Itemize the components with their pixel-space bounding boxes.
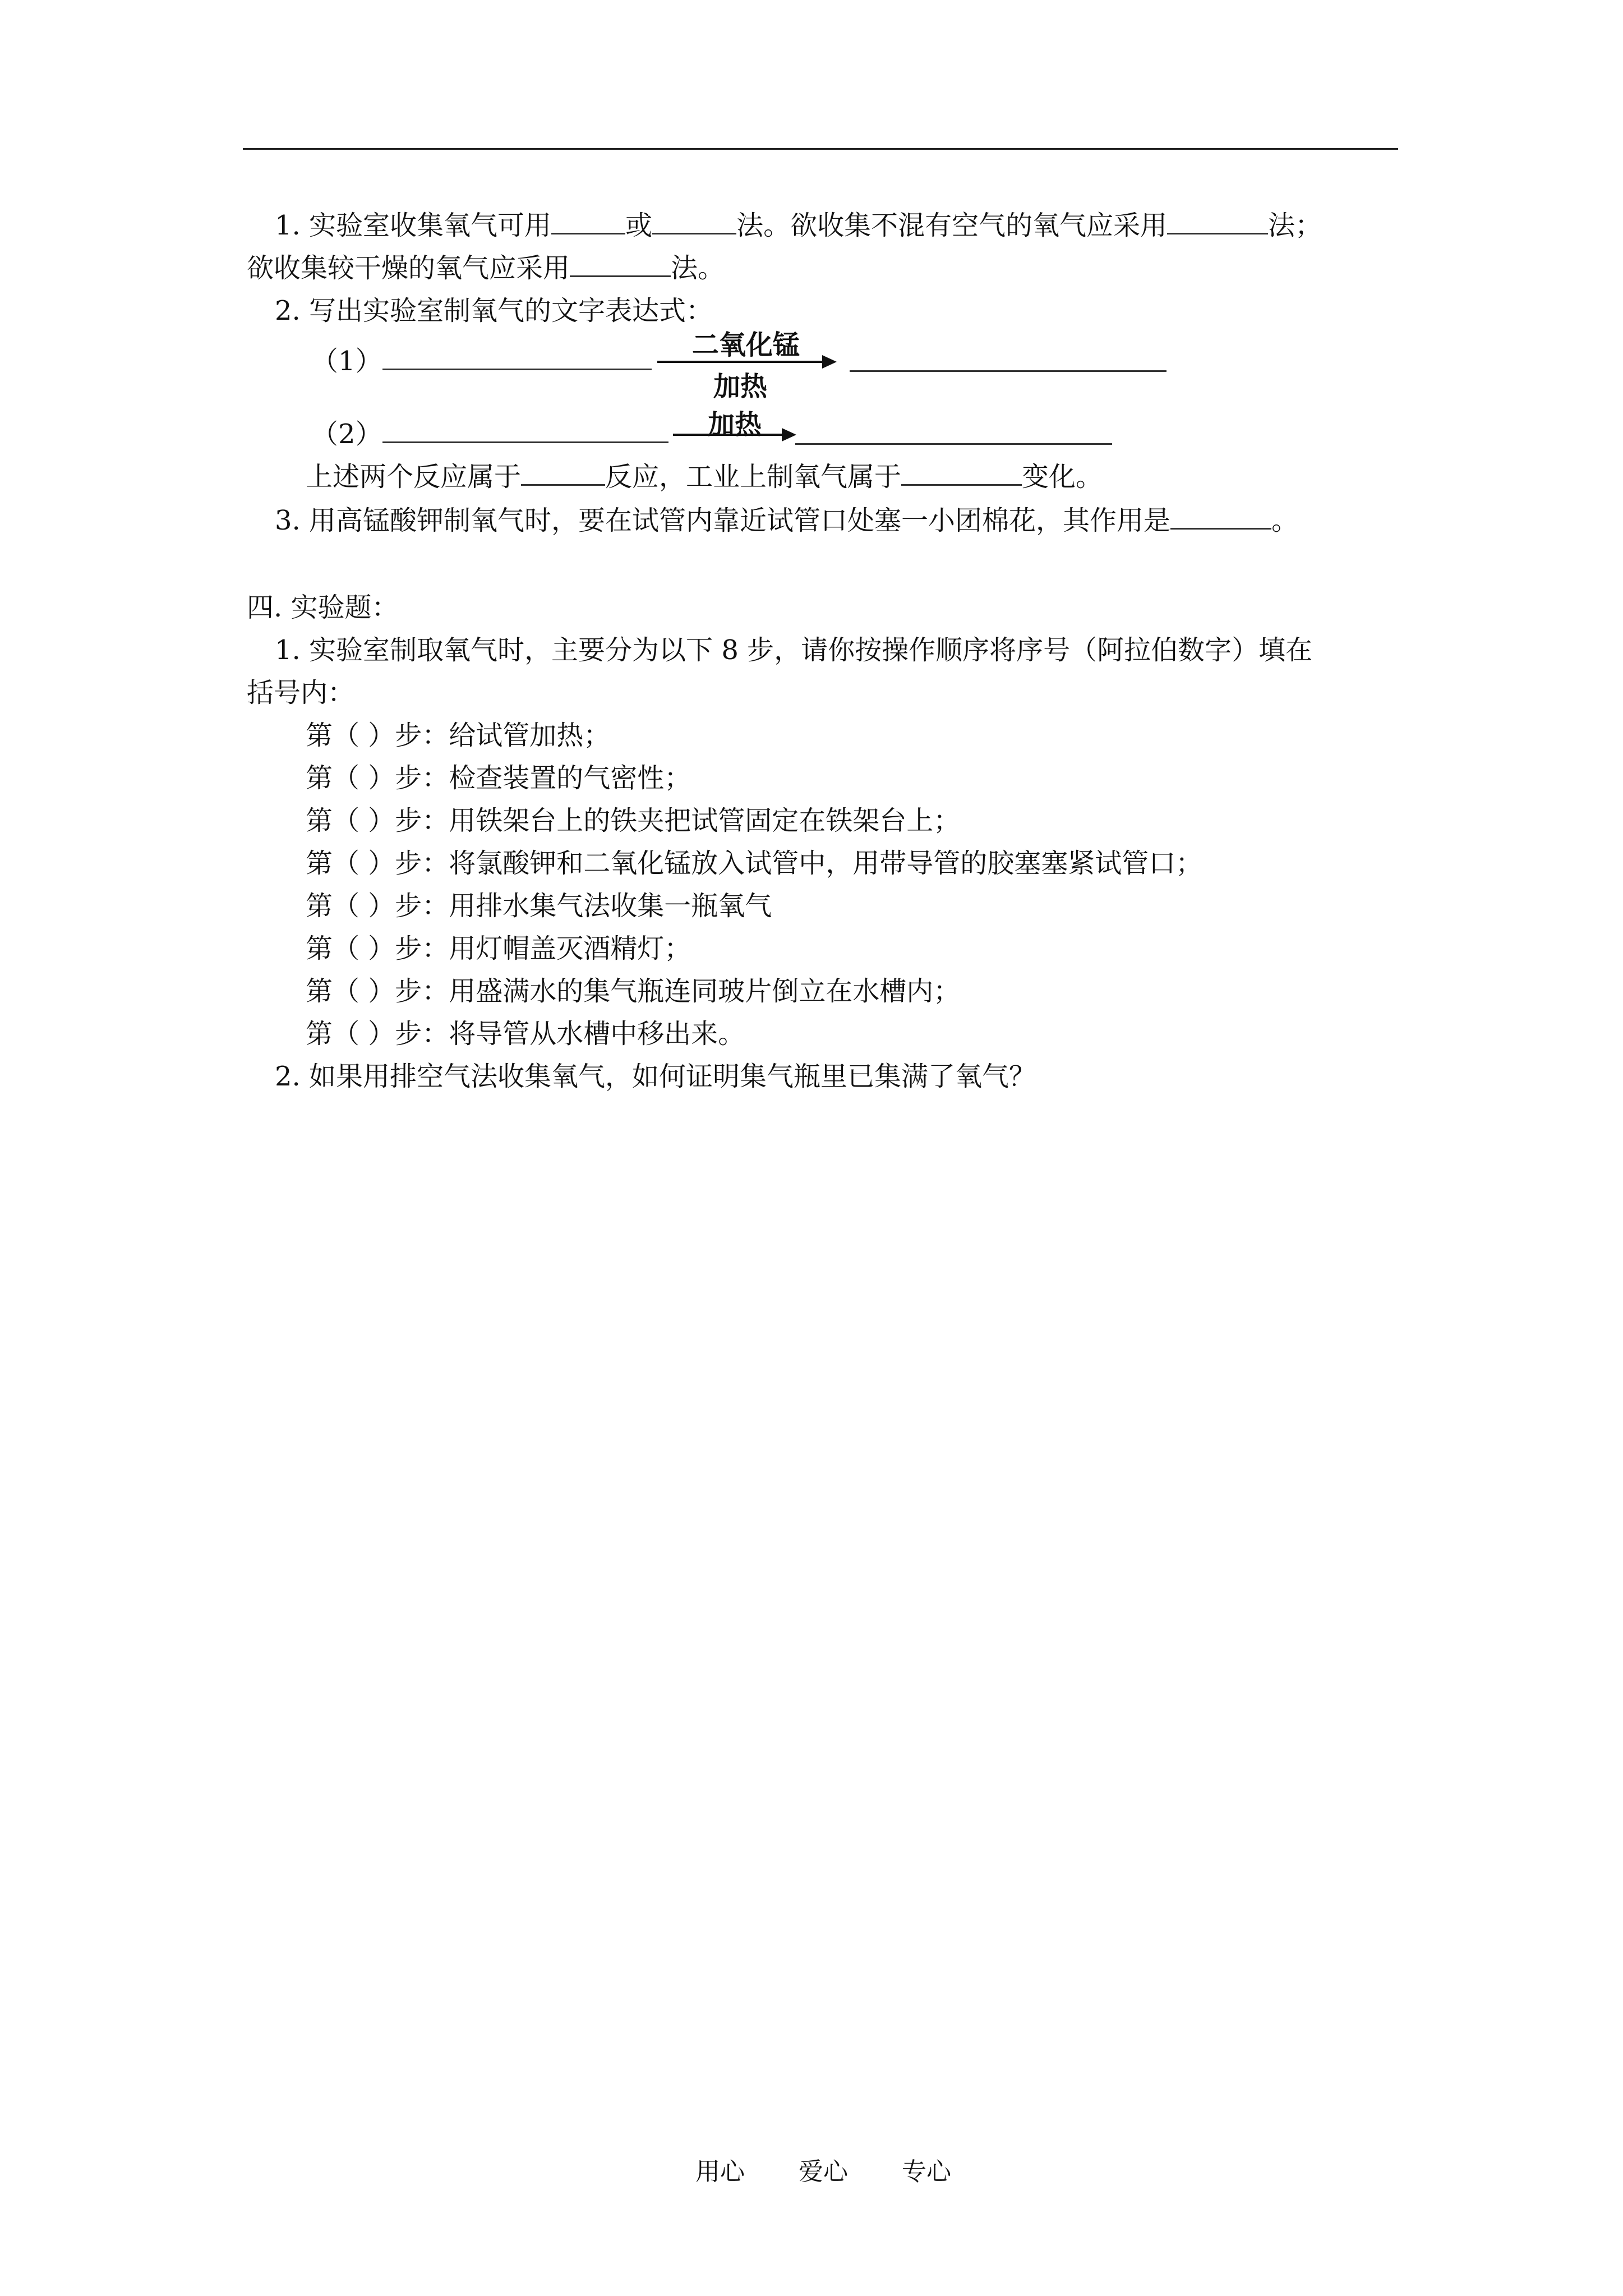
q1-text-b: 或 (625, 210, 653, 241)
step-prefix[interactable]: 第（ ）步： (306, 848, 449, 879)
q2-summary (306, 460, 1103, 494)
q2-item1-arrow-line (657, 361, 826, 363)
q3-blank[interactable] (1170, 505, 1271, 530)
step-prefix[interactable]: 第（ ）步： (306, 762, 449, 794)
q3-line (275, 504, 1298, 537)
footer-item: 专心 (902, 2157, 951, 2186)
step-row (306, 846, 1202, 880)
q2-item1-label: （1） (311, 346, 382, 377)
q2-item2-reactant-blank[interactable] (382, 419, 668, 443)
q1-text-f: 法。 (671, 252, 725, 284)
header-rule (243, 148, 1398, 150)
q2-item2-label: （2） (311, 418, 382, 450)
q2-summary-b: 反应，工业上制氧气属于 (605, 461, 902, 493)
q1-blank-1[interactable] (551, 210, 625, 234)
footer-item: 爱心 (799, 2157, 848, 2186)
q2-item2-product-blank[interactable] (795, 421, 1112, 445)
q2-item2-condition-top: 加热 (707, 409, 762, 440)
step-text: 将氯酸钾和二氧化锰放入试管中，用带导管的胶塞塞紧试管口； (449, 848, 1203, 879)
q1-text-a: 1. 实验室收集氧气可用 (275, 210, 552, 241)
q1-line-1 (275, 209, 1322, 242)
q2-item2 (311, 417, 668, 451)
step-row (306, 761, 691, 795)
step-prefix[interactable]: 第（ ）步： (306, 933, 449, 964)
q1-text-e: 欲收集较干燥的氧气应采用 (247, 252, 570, 284)
q1-blank-2[interactable] (652, 210, 736, 234)
step-text: 用灯帽盖灭酒精灯； (449, 933, 691, 964)
q2-summary-c: 变化。 (1022, 461, 1103, 493)
step-text: 用盛满水的集气瓶连同玻片倒立在水槽内； (449, 976, 961, 1007)
step-row (306, 1017, 745, 1051)
section4-heading: 四. 实验题： (247, 592, 399, 623)
section4-q1-line2: 括号内： (247, 677, 355, 708)
q1-text-c: 法。欲收集不混有空气的氧气应采用 (736, 210, 1168, 241)
q1-blank-3[interactable] (1167, 210, 1268, 234)
q2-summary-blank-1[interactable] (521, 462, 605, 486)
q2-title: 2. 写出实验室制氧气的文字表达式： (275, 295, 713, 326)
step-row (306, 804, 960, 838)
section4-q1-line1: 1. 实验室制取氧气时，主要分为以下 8 步，请你按操作顺序将序号（阿拉伯数字）填在 (275, 634, 1313, 666)
step-row (306, 932, 691, 965)
step-text: 检查装置的气密性； (449, 762, 691, 794)
step-row (306, 974, 960, 1008)
step-prefix[interactable]: 第（ ）步： (306, 1018, 449, 1050)
step-text: 给试管加热； (449, 720, 611, 751)
q2-item1-condition-top: 二氧化锰 (691, 329, 800, 361)
q2-summary-a: 上述两个反应属于 (306, 461, 522, 493)
step-text: 用铁架台上的铁夹把试管固定在铁架台上； (449, 805, 961, 836)
step-prefix[interactable]: 第（ ）步： (306, 805, 449, 836)
step-row (306, 719, 610, 752)
step-prefix[interactable]: 第（ ）步： (306, 720, 449, 751)
q2-item1-condition-bottom: 加热 (713, 371, 767, 402)
section4-q2: 2. 如果用排空气法收集氧气，如何证明集气瓶里已集满了氧气？ (275, 1061, 1036, 1092)
q1-line-2 (247, 251, 725, 285)
q1-text-d: 法； (1268, 210, 1322, 241)
q1-blank-4[interactable] (570, 253, 671, 277)
q2-item1-product-blank[interactable] (850, 348, 1166, 372)
step-prefix[interactable]: 第（ ）步： (306, 890, 449, 922)
q2-item1 (311, 344, 652, 378)
q2-item2-arrow-line (673, 434, 785, 436)
q2-summary-blank-2[interactable] (901, 462, 1022, 486)
step-row (306, 889, 772, 923)
q2-item1-reactant-blank[interactable] (382, 346, 652, 370)
footer-item: 用心 (695, 2157, 745, 2186)
page-footer (695, 2151, 1005, 2187)
step-text: 将导管从水槽中移出来。 (449, 1018, 745, 1050)
step-prefix[interactable]: 第（ ）步： (306, 976, 449, 1007)
arrow-head-icon (782, 428, 796, 441)
q3-text-a: 3. 用高锰酸钾制氧气时，要在试管内靠近试管口处塞一小团棉花，其作用是 (275, 505, 1171, 536)
q3-text-b: 。 (1271, 505, 1299, 536)
step-text: 用排水集气法收集一瓶氧气 (449, 890, 772, 922)
